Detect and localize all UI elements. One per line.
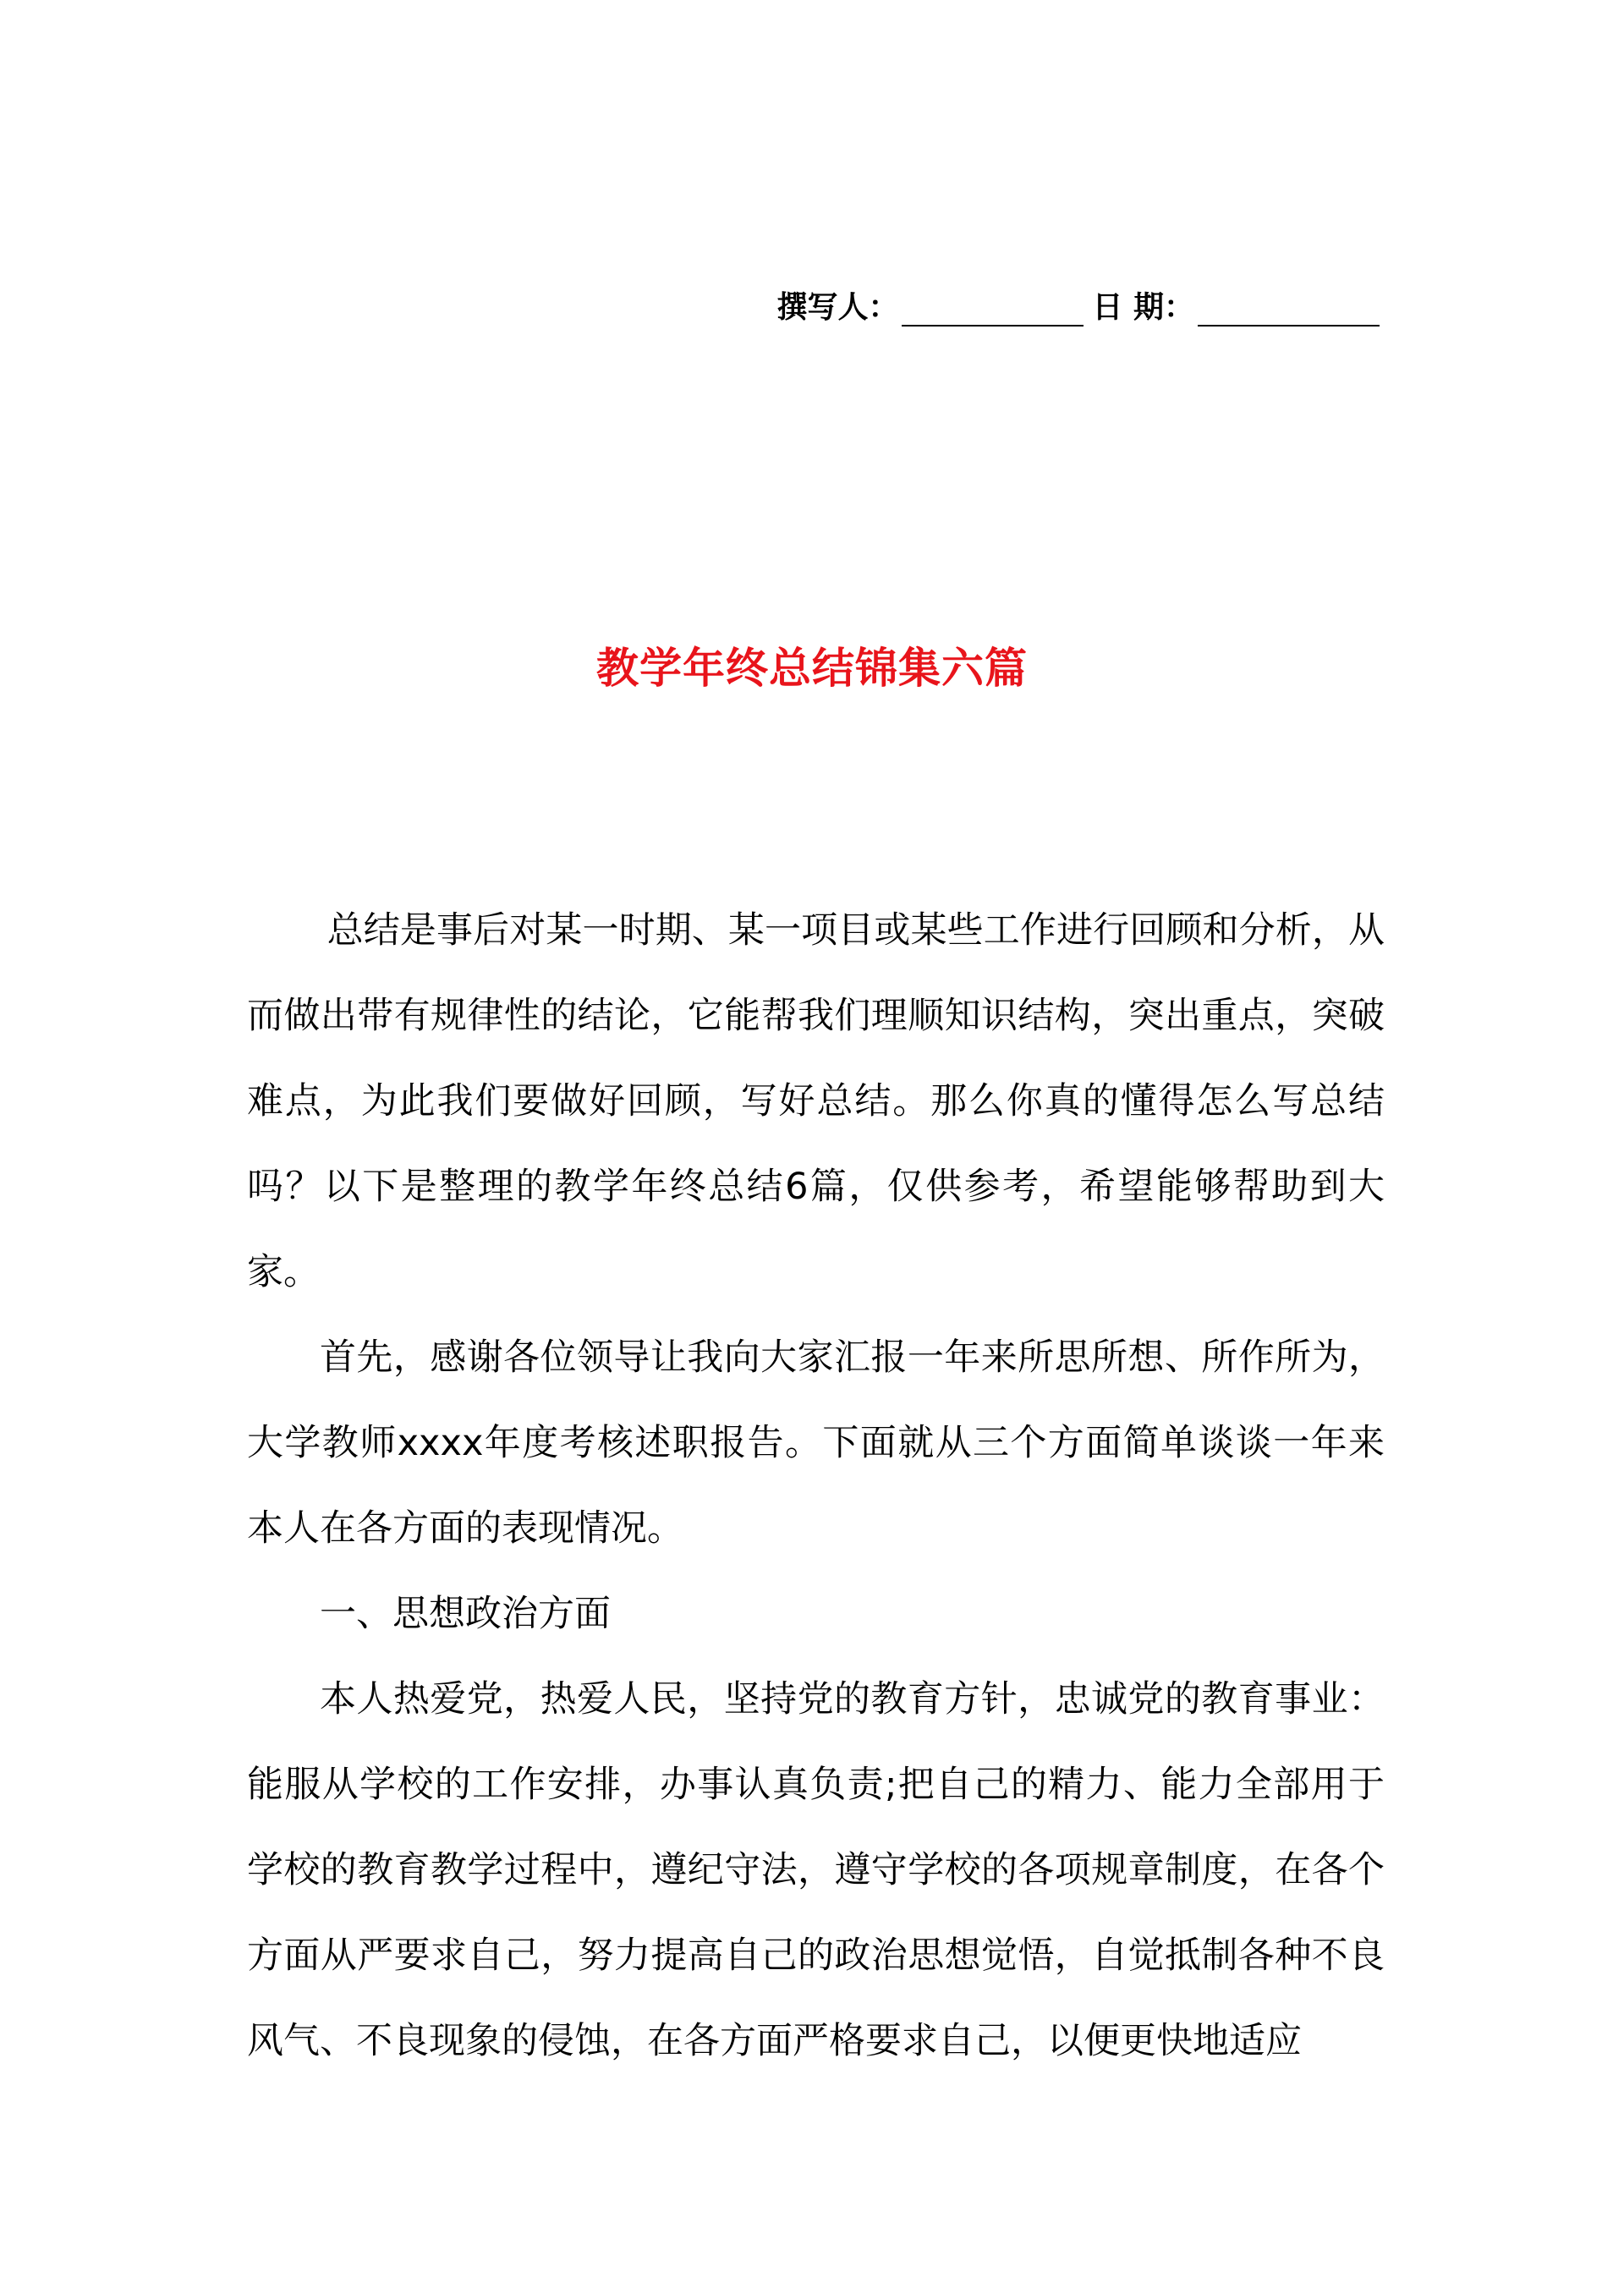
paragraph-intro: 总结是事后对某一时期、某一项目或某些工作进行回顾和分析，从而做出带有规律性的结论，它能帮我们理顺知识结构，突出重点，突破难点，为此我们要做好回顾，写好总结。那么你真的懂得怎么写总结吗？以下是整理的教学年终总结6篇，仅供参考，希望能够帮助到大家。 bbox=[247, 909, 1385, 1293]
document-title: 教学年终总结锦集六篇 bbox=[596, 644, 1028, 693]
paragraph-politics: 本人热爱党，热爱人民，坚持党的教育方针，忠诚党的教育事业：能服从学校的工作安排，办事认真负责;把自己的精力、能力全部用于学校的教育教学过程中，遵纪守法，遵守学校的各项规章制度，在各个方面从严要求自己，努力提高自己的政治思想觉悟，自觉抵制各种不良风气、不良现象的侵蚀，在各方面严格要求自己，以便更快地适应 bbox=[247, 1678, 1385, 2062]
paragraph-opening: 首先，感谢各位领导让我向大家汇报一年来所思所想、所作所为，大学教师xxxx年度考核述职报告。下面就从三个方面简单谈谈一年来本人在各方面的表现情况。 bbox=[247, 1336, 1385, 1550]
date-blank bbox=[1198, 293, 1380, 327]
date-label: 日 期： bbox=[1092, 290, 1194, 325]
document-body bbox=[247, 888, 1385, 2084]
author-blank bbox=[902, 293, 1084, 327]
author-label: 撰写人： bbox=[776, 290, 899, 325]
author-date-line bbox=[776, 283, 1383, 327]
section-heading: 一、思想政治方面 bbox=[320, 1593, 611, 1635]
